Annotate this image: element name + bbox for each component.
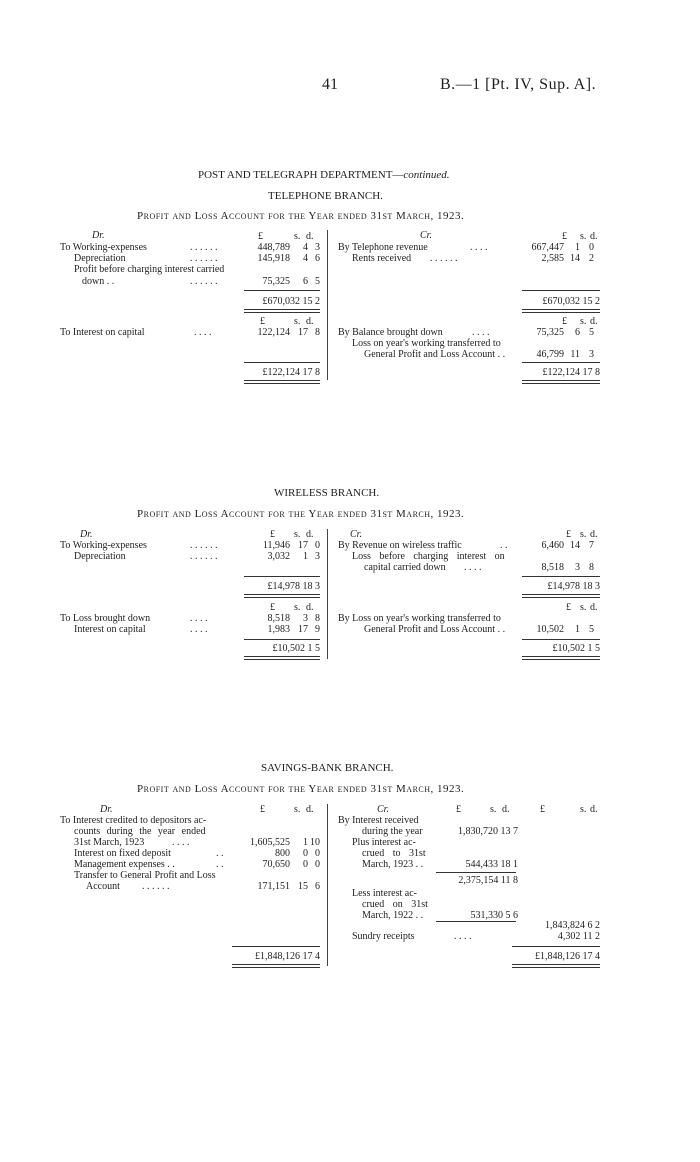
row-shillings: 11: [570, 349, 580, 360]
row-pounds: 448,789: [257, 242, 290, 253]
row-label: Interest on fixed deposit: [74, 848, 171, 859]
row-pence: 5: [589, 327, 594, 338]
savings-dr-label: Dr.: [100, 804, 113, 815]
row-amount-b: 1,843,824 6 2: [545, 920, 600, 931]
row-label: To Working-expenses: [60, 540, 147, 551]
row-leader: . . . . . .: [190, 276, 218, 287]
row-pence: 3: [315, 242, 320, 253]
row-shillings: 14: [570, 540, 580, 551]
wireless-left-total-rule-2: [244, 656, 320, 660]
row-pounds: 171,151: [257, 881, 290, 892]
savings-right-row: [338, 899, 600, 910]
savings-mid-subtotal-rule: [436, 872, 516, 873]
row-label: counts during the year ended: [74, 826, 206, 837]
row-label: General Profit and Loss Account . .: [364, 624, 506, 635]
row-shillings: 4: [303, 242, 308, 253]
row-shillings: 15: [298, 881, 308, 892]
row-label: By Telephone revenue: [338, 242, 428, 253]
wireless-left-total: £14,978 18 3: [267, 581, 320, 592]
row-pounds: 800: [275, 848, 290, 859]
savings-left-total-rule: [232, 964, 320, 968]
telephone-right-subtotal-rule: [522, 290, 600, 291]
wireless-right-total-rule-2: [522, 656, 600, 660]
row-pence: 0: [589, 242, 594, 253]
row-label: crued on 31st: [362, 899, 428, 910]
savings-right-row: [338, 848, 600, 859]
row-pounds: 122,124: [257, 327, 290, 338]
wireless-left-total-rule: [244, 594, 320, 598]
telephone-right-row-2: [338, 349, 600, 360]
shilling-header: s.: [294, 316, 301, 327]
telephone-left-subtotal-rule: [244, 290, 320, 291]
row-pounds: 11,946: [262, 540, 290, 551]
savings-right-row: [338, 826, 600, 837]
savings-left-row: [60, 815, 322, 826]
row-shillings: 17: [298, 327, 308, 338]
row-pounds: 667,447: [531, 242, 564, 253]
row-pence: 0: [315, 859, 320, 870]
row-label: To Interest on capital: [60, 327, 145, 338]
row-label: To Loss brought down: [60, 613, 151, 624]
row-pence: 0: [315, 540, 320, 551]
row-leader: . . . . . .: [190, 551, 218, 562]
row-label: down . .: [82, 276, 115, 287]
row-label: By Interest received: [338, 815, 419, 826]
telephone-left-row: [60, 276, 322, 287]
pound-header: £: [540, 804, 545, 815]
pound-header: £: [566, 529, 571, 540]
savings-left-row: [60, 826, 322, 837]
shilling-header: s.: [580, 529, 587, 540]
row-pence: 6: [315, 253, 320, 264]
telephone-right-row-2: [338, 327, 600, 338]
pence-header: d.: [306, 804, 314, 815]
savings-right-row: [338, 837, 600, 848]
pound-header: £: [566, 602, 571, 613]
pence-header: d.: [590, 316, 598, 327]
row-pence: 9: [315, 624, 320, 635]
row-pence: 10: [310, 837, 320, 848]
row-pounds: 3,032: [267, 551, 290, 562]
row-label: capital carried down: [364, 562, 446, 573]
wireless-right-total-2: £10,502 1 5: [552, 643, 600, 654]
row-pence: 8: [589, 562, 594, 573]
row-pounds: 2,585: [541, 253, 564, 264]
row-pounds: 1,983: [267, 624, 290, 635]
savings-right-row: [338, 888, 600, 899]
wireless-left-row-2: [60, 613, 322, 624]
row-shillings: 1: [575, 242, 580, 253]
row-label: crued to 31st: [362, 848, 426, 859]
shilling-header: s.: [294, 231, 301, 242]
pound-header: £: [270, 529, 275, 540]
row-pounds: 8,518: [541, 562, 564, 573]
savings-right-total-rule: [512, 964, 600, 968]
telephone-right-row: [338, 242, 600, 253]
savings-right-row: [338, 875, 600, 886]
row-pounds: 145,918: [257, 253, 290, 264]
savings-left-row: [60, 859, 322, 870]
department-title-text: POST AND TELEGRAPH DEPARTMENT—: [198, 169, 404, 181]
telephone-right-total-2: £122,124 17 8: [542, 367, 600, 378]
pound-header: £: [260, 316, 265, 327]
telephone-left-row: [60, 253, 322, 264]
shilling-header: s.: [294, 804, 301, 815]
shilling-header: s.: [294, 602, 301, 613]
savings-right-row: [338, 859, 600, 870]
row-label: Management expenses . .: [74, 859, 175, 870]
telephone-right-row: [338, 253, 600, 264]
row-shillings: 3: [575, 562, 580, 573]
savings-left-row: [60, 848, 322, 859]
shilling-header: s.: [580, 602, 587, 613]
pence-header: d.: [502, 804, 510, 815]
row-label: To Interest credited to depositors ac-: [60, 815, 207, 826]
row-amount-a: 531,330 5 6: [470, 910, 518, 921]
pence-header: d.: [590, 804, 598, 815]
row-leader: . .: [216, 848, 224, 859]
row-leader: . . . . . .: [190, 540, 218, 551]
row-label: Loss on year's working transferred to: [352, 338, 501, 349]
page-number: 41: [322, 76, 338, 93]
wireless-right-row: [338, 540, 600, 551]
row-leader: . . . . . .: [190, 242, 218, 253]
savings-right-row: [338, 931, 600, 942]
savings-right-row: [338, 815, 600, 826]
row-amount-a: 2,375,154 11 8: [458, 875, 518, 886]
savings-left-row: [60, 881, 322, 892]
wireless-right-row: [338, 551, 600, 562]
row-leader: . .: [500, 540, 508, 551]
telephone-branch-subtitle: Profit and Loss Account for the Year ended 31st March, 1923.: [137, 210, 465, 222]
wireless-right-row: [338, 562, 600, 573]
row-pence: 8: [315, 327, 320, 338]
row-pounds: 70,650: [262, 859, 290, 870]
row-pounds: 46,799: [536, 349, 564, 360]
row-amount-a: 1,830,720 13 7: [458, 826, 518, 837]
row-shillings: 1: [303, 837, 308, 848]
pence-header: d.: [590, 529, 598, 540]
shilling-header: s.: [580, 316, 587, 327]
row-label: General Profit and Loss Account . .: [364, 349, 506, 360]
telephone-left-row: [60, 264, 322, 275]
wireless-divider: [327, 529, 328, 659]
row-leader: . . . .: [454, 931, 472, 942]
page-reference: B.—1 [Pt. IV, Sup. A].: [440, 76, 597, 93]
savings-right-total: £1,848,126 17 4: [535, 951, 600, 962]
pence-header: d.: [306, 529, 314, 540]
row-label: Depreciation: [74, 551, 126, 562]
telephone-divider: [327, 230, 328, 380]
wireless-right-row-2: [338, 613, 600, 624]
row-shillings: 6: [303, 276, 308, 287]
wireless-branch-title: WIRELESS BRANCH.: [274, 487, 380, 499]
wireless-left-subtotal-rule: [244, 576, 320, 577]
row-label: Plus interest ac-: [352, 837, 416, 848]
row-amount-a: 544,433 18 1: [465, 859, 518, 870]
wireless-dr-label: Dr.: [80, 529, 93, 540]
row-leader: . . . . . .: [190, 253, 218, 264]
row-shillings: 0: [303, 848, 308, 859]
row-label: By Loss on year's working transferred to: [338, 613, 501, 624]
row-label: Interest on capital: [74, 624, 146, 635]
telephone-left-row: [60, 242, 322, 253]
wireless-right-subtotal-rule: [522, 576, 600, 577]
row-pounds: 75,325: [536, 327, 564, 338]
row-pounds: 10,502: [536, 624, 564, 635]
row-label: March, 1923 . .: [362, 859, 424, 870]
row-label: Account: [86, 881, 120, 892]
row-label: 31st March, 1923: [74, 837, 145, 848]
row-label: Sundry receipts: [352, 931, 415, 942]
row-label: Transfer to General Profit and Loss: [74, 870, 216, 881]
row-pence: 5: [589, 624, 594, 635]
row-label: Loss before charging interest on: [352, 551, 505, 562]
row-pence: 3: [315, 551, 320, 562]
telephone-left-subtotal-rule-2: [244, 362, 320, 363]
wireless-left-row: [60, 540, 322, 551]
shilling-header: s.: [490, 804, 497, 815]
savings-branch-subtitle: Profit and Loss Account for the Year ended 31st March, 1923.: [137, 783, 465, 795]
shilling-header: s.: [294, 529, 301, 540]
row-pence: 6: [315, 881, 320, 892]
pound-header: £: [456, 804, 461, 815]
wireless-branch-subtitle: Profit and Loss Account for the Year ended 31st March, 1923.: [137, 508, 465, 520]
row-shillings: 4: [303, 253, 308, 264]
pence-header: d.: [306, 231, 314, 242]
telephone-right-total-rule-2: [522, 380, 600, 384]
pence-header: d.: [590, 602, 598, 613]
row-shillings: 0: [303, 859, 308, 870]
telephone-right-total-rule: [522, 309, 600, 313]
pound-header: £: [562, 231, 567, 242]
savings-branch-title: SAVINGS-BANK BRANCH.: [261, 762, 394, 774]
pound-header: £: [260, 804, 265, 815]
row-amount-b: 4,302 11 2: [557, 931, 600, 942]
row-pounds: 6,460: [541, 540, 564, 551]
telephone-cr-label: Cr.: [420, 230, 432, 241]
wireless-right-total: £14,978 18 3: [547, 581, 600, 592]
pence-header: d.: [590, 231, 598, 242]
shilling-header: s.: [580, 804, 587, 815]
pound-header: £: [562, 316, 567, 327]
wireless-right-row-2: [338, 624, 600, 635]
row-pence: 5: [315, 276, 320, 287]
department-title: [198, 170, 450, 181]
wireless-left-total-2: £10,502 1 5: [272, 643, 320, 654]
telephone-left-total-2: £122,124 17 8: [262, 367, 320, 378]
wireless-right-total-rule: [522, 594, 600, 598]
row-label: March, 1922 . .: [362, 910, 424, 921]
pound-header: £: [270, 602, 275, 613]
telephone-left-total-rule-2: [244, 380, 320, 384]
row-label: Depreciation: [74, 253, 126, 264]
savings-left-row: [60, 837, 322, 848]
savings-cr-label: Cr.: [377, 804, 389, 815]
row-leader: . . . . . .: [142, 881, 170, 892]
wireless-left-row: [60, 551, 322, 562]
row-shillings: 17: [298, 624, 308, 635]
shilling-header: s.: [580, 231, 587, 242]
row-label: By Revenue on wireless traffic: [338, 540, 462, 551]
row-label: By Balance brought down: [338, 327, 443, 338]
row-pence: 3: [589, 349, 594, 360]
row-pence: 0: [315, 848, 320, 859]
savings-left-row: [60, 870, 322, 881]
wireless-left-subtotal-rule-2: [244, 639, 320, 640]
telephone-right-total: £670,032 15 2: [542, 296, 600, 307]
telephone-right-subtotal-rule-2: [522, 362, 600, 363]
row-label: To Working-expenses: [60, 242, 147, 253]
row-label: Less interest ac-: [352, 888, 417, 899]
row-shillings: 1: [575, 624, 580, 635]
row-label: Profit before charging interest carried: [74, 264, 225, 275]
row-leader: . . . .: [194, 327, 212, 338]
telephone-branch-title: TELEPHONE BRANCH.: [268, 190, 383, 202]
savings-right-row: [338, 920, 600, 931]
telephone-right-row-2: [338, 338, 600, 349]
row-leader: . . . .: [190, 613, 208, 624]
pence-header: d.: [306, 316, 314, 327]
row-pence: 2: [589, 253, 594, 264]
savings-left-total: £1,848,126 17 4: [255, 951, 320, 962]
row-pence: 8: [315, 613, 320, 624]
row-shillings: 17: [298, 540, 308, 551]
row-shillings: 6: [575, 327, 580, 338]
telephone-left-row-2: [60, 327, 322, 338]
pence-header: d.: [306, 602, 314, 613]
row-leader: . . . .: [172, 837, 190, 848]
telephone-dr-label: Dr.: [92, 230, 105, 241]
row-leader: . .: [216, 859, 224, 870]
department-continued: continued.: [403, 169, 450, 181]
row-leader: . . . .: [472, 327, 490, 338]
row-pounds: 8,518: [267, 613, 290, 624]
telephone-left-total: £670,032 15 2: [262, 296, 320, 307]
savings-left-subtotal-rule: [232, 946, 320, 947]
row-pounds: 1,605,525: [250, 837, 290, 848]
row-leader: . . . .: [190, 624, 208, 635]
telephone-left-total-rule: [244, 309, 320, 313]
row-shillings: 1: [303, 551, 308, 562]
row-leader: . . . . . .: [430, 253, 458, 264]
row-pence: 7: [589, 540, 594, 551]
row-label: Rents received: [352, 253, 412, 264]
wireless-right-subtotal-rule-2: [522, 639, 600, 640]
wireless-cr-label: Cr.: [350, 529, 362, 540]
row-pounds: 75,325: [262, 276, 290, 287]
savings-divider: [327, 804, 328, 966]
savings-right-subtotal-rule: [512, 946, 600, 947]
row-shillings: 3: [303, 613, 308, 624]
row-leader: . . . .: [464, 562, 482, 573]
row-label: during the year: [362, 826, 423, 837]
row-leader: . . . .: [470, 242, 488, 253]
wireless-left-row-2: [60, 624, 322, 635]
row-shillings: 14: [570, 253, 580, 264]
pound-header: £: [258, 231, 263, 242]
